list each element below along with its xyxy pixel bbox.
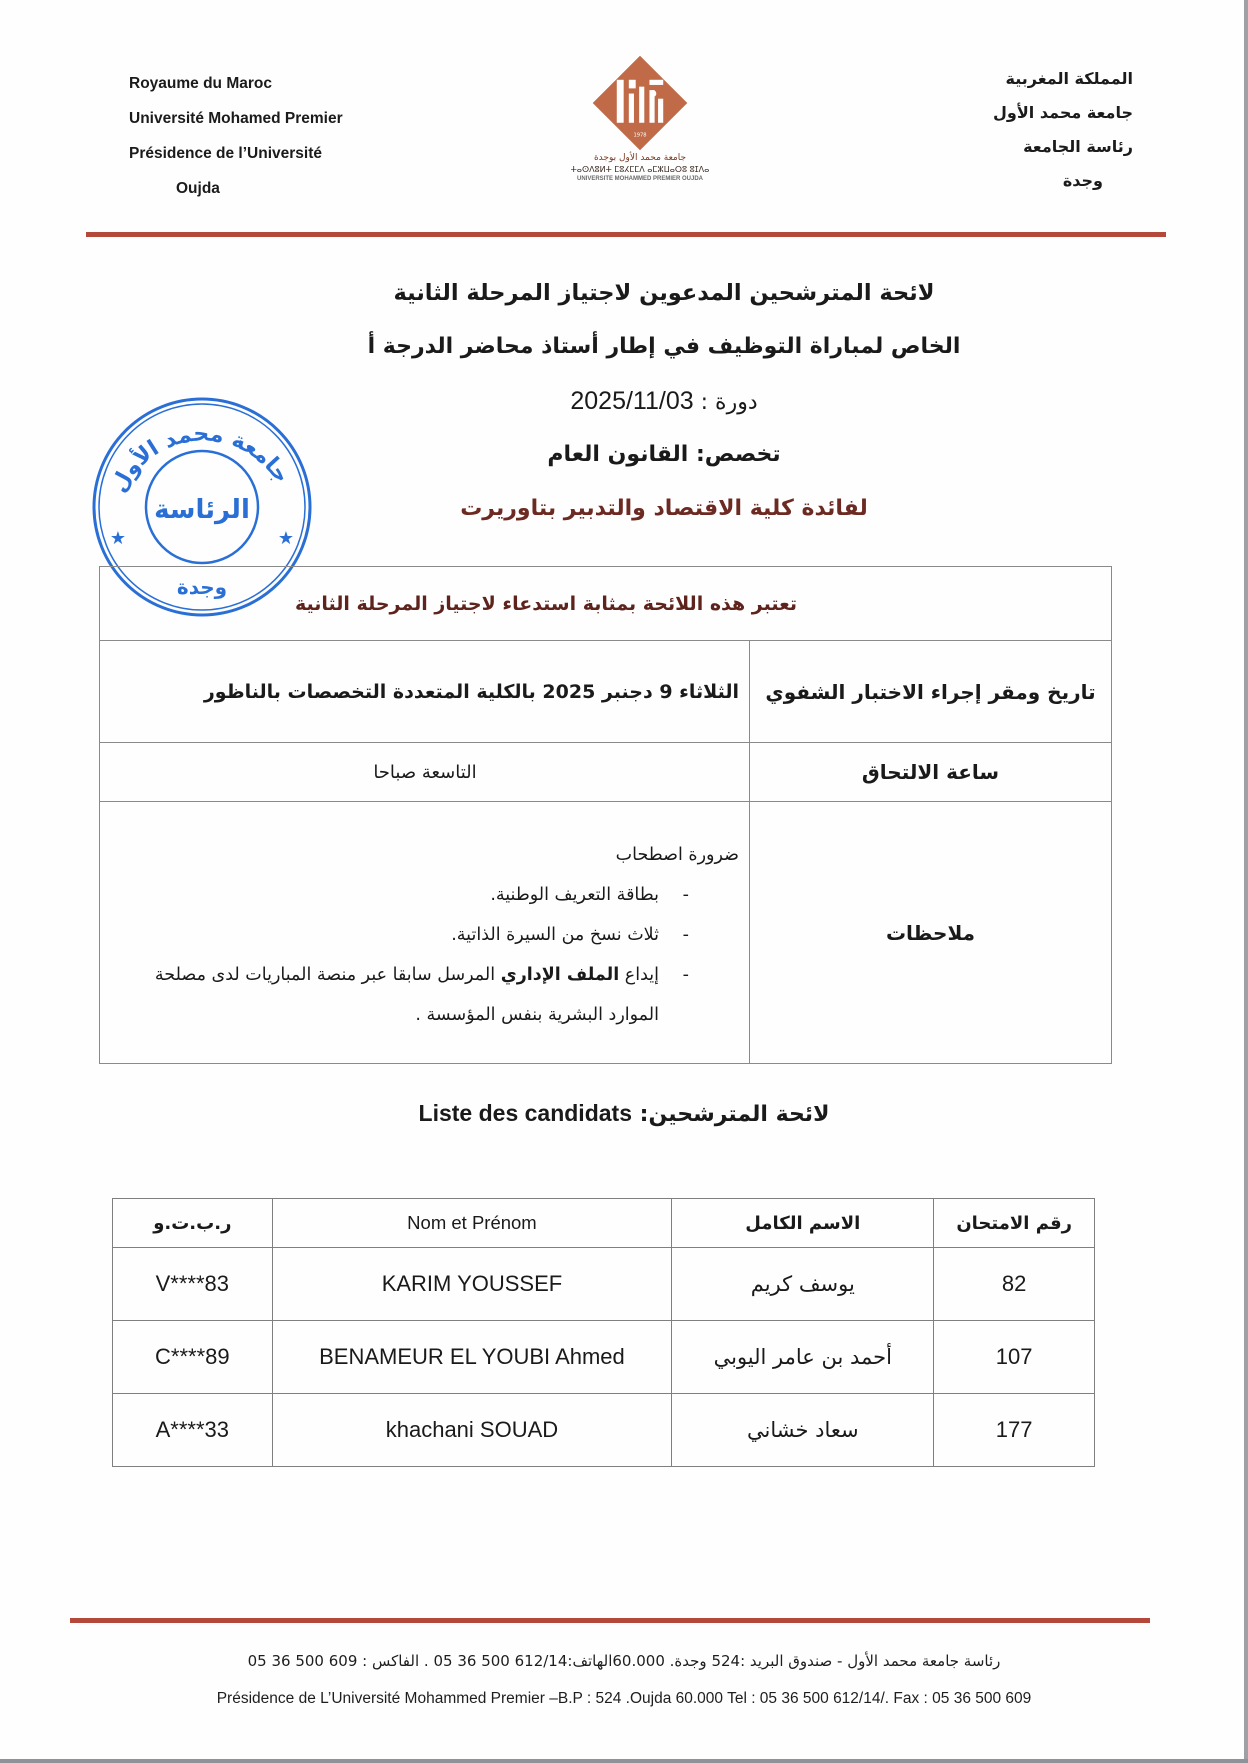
notes-item [110, 875, 739, 915]
column-header-cin: ر.ب.ت.و [113, 1199, 273, 1248]
info-row-notes [100, 802, 1112, 1064]
info-label-date-venue: تاريخ ومقر إجراء الاختبار الشفوي [750, 641, 1112, 743]
session-date: 2025/11/03 [570, 387, 694, 415]
info-row-date-venue [100, 641, 1112, 743]
cell-cin: A****33 [113, 1394, 273, 1467]
cell-name-fr: BENAMEUR EL YOUBI Ahmed [272, 1321, 672, 1394]
session-line [330, 374, 998, 428]
document-titles [330, 266, 998, 536]
cell-exam-number: 177 [934, 1394, 1095, 1467]
logo-caption-arabic: جامعة محمد الأول بوجدة [593, 153, 687, 163]
university-logo-block [540, 54, 740, 184]
info-value-arrival-time: التاسعة صباحا [100, 743, 750, 802]
notes-item-text: ثلاث نسخ من السيرة الذاتية. [451, 924, 659, 945]
header-french-block [129, 66, 343, 206]
stamp-star-icon: ★ [277, 528, 295, 549]
stamp-star-icon: ★ [109, 528, 127, 549]
scan-edge-bottom [0, 1759, 1248, 1763]
header-arabic-block [993, 62, 1133, 198]
title-line-2: الخاص لمباراة التوظيف في إطار أستاذ محاضر الدرجة أ [367, 334, 961, 359]
notes-item-text: بطاقة التعريف الوطنية. [490, 884, 659, 905]
footer-divider [70, 1618, 1150, 1623]
candidates-title-fr: Liste des candidats [418, 1100, 632, 1126]
header-fr-university: Université Mohamed Premier [129, 110, 343, 127]
logo-caption-tifinagh: ⵜⴰⵙⴷⵓⵍⵜ ⵎⵓⵃⵎⵎⴷ ⴰⵎⵣⵡⴰⵔⵓ ⵓⵊⴷⴰ [570, 165, 710, 174]
university-logo [584, 54, 696, 152]
table-row [113, 1248, 1095, 1321]
header-ar-university: جامعة محمد الأول [993, 103, 1133, 122]
header-fr-presidency: Présidence de l’Université [129, 145, 322, 162]
logo-caption-french: UNIVERSITE MOHAMMED PREMIER OUJDA [576, 176, 703, 182]
convocation-heading: تعتبر هذه اللائحة بمثابة استدعاء لاجتياز المرحلة الثانية [100, 567, 1112, 641]
header-fr-kingdom: Royaume du Maroc [129, 75, 272, 92]
convocation-info-table [99, 566, 1112, 1064]
stamp-outer-text: جامعة محمد الأول [106, 421, 295, 497]
dash-bullet-icon: - [682, 924, 689, 945]
notes-item [110, 915, 739, 955]
notes-item [110, 955, 739, 1035]
column-header-exam-number: رقم الامتحان [934, 1199, 1095, 1248]
column-header-name-fr: Nom et Prénom [272, 1199, 672, 1248]
info-value-date-venue: الثلاثاء 9 دجنبر 2025 بالكلية المتعددة التخصصات بالناظور [100, 641, 750, 743]
specialty-line: تخصص: القانون العام [547, 442, 781, 467]
notes-content [100, 802, 750, 1064]
info-label-arrival-time: ساعة الالتحاق [750, 743, 1112, 802]
cell-name-fr: KARIM YOUSSEF [272, 1248, 672, 1321]
notes-item-pre: إيداع [619, 964, 659, 985]
footer-address-arabic: رئاسة جامعة محمد الأول - صندوق البريد :524 وجدة. 60.000الهاتف:612/14 500 36 05 . الفاكس : 609 500 36 05 [247, 1652, 1001, 1670]
notes-item-continuation: الموارد البشرية بنفس المؤسسة . [415, 1004, 659, 1025]
cell-cin: C****89 [113, 1321, 273, 1394]
header-ar-kingdom: المملكة المغربية [1005, 69, 1133, 88]
dash-bullet-icon: - [682, 964, 689, 985]
candidates-title-ar: لائحة المترشحين: [639, 1102, 830, 1127]
scan-edge-right [1244, 0, 1248, 1763]
column-header-name-ar: الاسم الكامل [672, 1199, 934, 1248]
stamp-center-text: الرئاسة [154, 495, 250, 525]
header-ar-presidency: رئاسة الجامعة [1023, 137, 1133, 156]
header-fr-city: Oujda [176, 180, 220, 197]
cell-name-ar: سعاد خشاني [672, 1394, 934, 1467]
dash-bullet-icon: - [682, 884, 689, 905]
table-row [113, 1394, 1095, 1467]
header-divider [86, 232, 1166, 237]
cell-name-ar: يوسف كريم [672, 1248, 934, 1321]
cell-cin: V****83 [113, 1248, 273, 1321]
table-row [113, 1321, 1095, 1394]
notes-item-post: المرسل سابقا عبر منصة المباريات لدى مصلحة [154, 964, 501, 985]
info-label-notes: ملاحظات [750, 802, 1112, 1064]
cell-exam-number: 107 [934, 1321, 1095, 1394]
cell-name-fr: khachani SOUAD [272, 1394, 672, 1467]
title-line-1: لائحة المترشحين المدعوين لاجتياز المرحلة الثانية [393, 280, 935, 306]
cell-exam-number: 82 [934, 1248, 1095, 1321]
notes-item-bold: الملف الإداري [500, 964, 620, 985]
info-row-arrival-time [100, 743, 1112, 802]
candidates-header-row [113, 1199, 1095, 1248]
candidates-list-title [300, 1100, 948, 1127]
candidates-table [112, 1198, 1095, 1467]
notes-intro: ضرورة اصطحاب [615, 844, 739, 865]
footer-address-french: Présidence de L’Université Mohammed Premier –B.P : 524 .Oujda 60.000 Tel : 05 36 500 612/14/. Fax : 05 36 500 609 [216, 1690, 1032, 1707]
faculty-line: لفائدة كلية الاقتصاد والتدبير بتاوريرت [460, 496, 868, 521]
session-label: دورة : [700, 390, 758, 415]
header-ar-city: وجدة [1062, 171, 1103, 190]
stamp-bottom-text: وجدة [176, 575, 228, 599]
logo-year: 1978 [633, 132, 647, 139]
notes-list [110, 875, 739, 1035]
cell-name-ar: أحمد بن عامر اليوبي [672, 1321, 934, 1394]
